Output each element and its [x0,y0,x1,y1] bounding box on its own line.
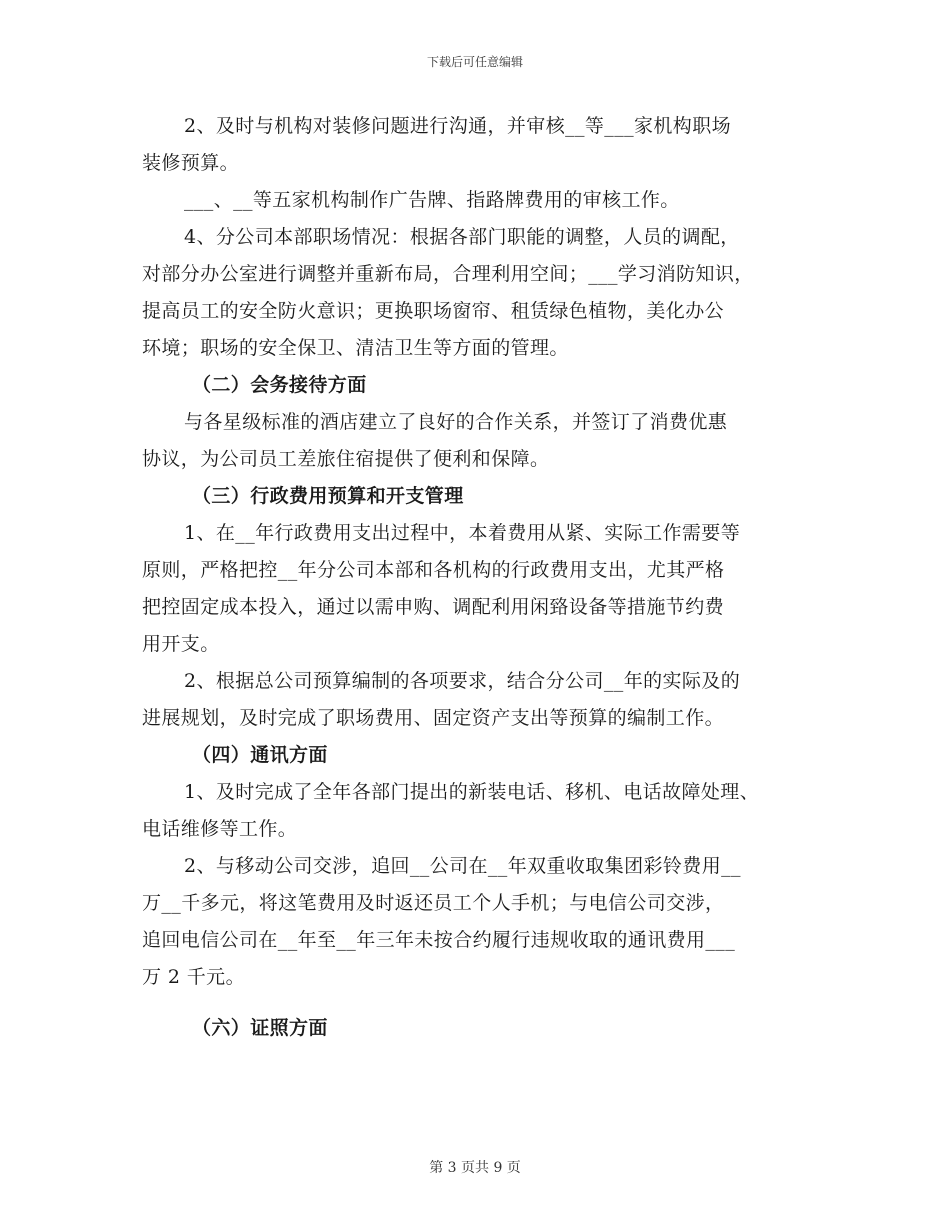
paragraph-line: 4、分公司本部职场情况：根据各部门职能的调整，人员的调配， [184,226,740,248]
paragraph-line: 用开支。 [142,633,220,655]
paragraph-line: 电话维修等工作。 [142,818,298,840]
paragraph-line: 1、及时完成了全年各部门提出的新装电话、移机、电话故障处理、 [184,781,760,803]
paragraph-line: 进展规划，及时完成了职场费用、固定资产支出等预算的编制工作。 [142,707,725,729]
paragraph-line: 1、在__年行政费用支出过程中，本着费用从紧、实际工作需要等 [184,522,741,544]
paragraph-line: 2、与移动公司交涉，追回__公司在__年双重收取集团彩铃费用__ [184,855,741,877]
paragraph-line: 万__千多元，将这笔费用及时返还员工个人手机；与电信公司交涉， [142,892,725,914]
paragraph-line: 把控固定成本投入，通过以需申购、调配利用闲臵设备等措施节约费 [142,596,725,618]
paragraph-line: 对部分办公室进行调整并重新布局，合理利用空间；___学习消防知识， [142,263,754,285]
paragraph-line: 与各星级标准的酒店建立了良好的合作关系，并签订了消费优惠 [184,411,728,433]
paragraph-line: ___、__等五家机构制作广告牌、指路牌费用的审核工作。 [184,189,680,211]
page-header: 下载后可任意编辑 [426,55,523,69]
section-heading: （二）会务接待方面 [192,374,367,396]
paragraph-line: 协议，为公司员工差旅住宿提供了便利和保障。 [142,448,550,470]
paragraph-line: 2、根据总公司预算编制的各项要求，结合分公司__年的实际及的 [184,670,741,692]
paragraph-line: 万 2 千元。 [142,966,245,988]
paragraph-line: 装修预算。 [142,152,240,174]
section-heading: （三）行政费用预算和开支管理 [192,485,464,507]
page-footer: 第 3 页共 9 页 [429,1160,521,1176]
section-heading: （四）通讯方面 [192,744,328,766]
document-body [142,108,814,1047]
paragraph-line: 环境；职场的安全保卫、清洁卫生等方面的管理。 [142,337,569,359]
paragraph-line: 提高员工的安全防火意识；更换职场窗帘、租赁绿色植物，美化办公 [142,300,725,322]
section-heading: （六）证照方面 [192,1017,328,1039]
paragraph-line: 追回电信公司在__年至__年三年未按合约履行违规收取的通讯费用___ [142,929,736,951]
paragraph-line: 2、及时与机构对装修问题进行沟通，并审核__等___家机构职场 [184,115,731,137]
paragraph-line: 原则，严格把控__年分公司本部和各机构的行政费用支出，尤其严格 [142,559,725,581]
